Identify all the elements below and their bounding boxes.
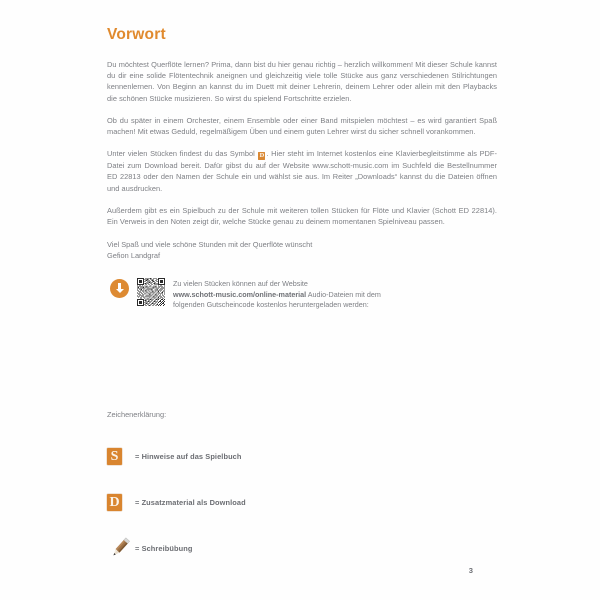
legend-label-schreibuebung: = Schreibübung: [135, 543, 193, 553]
online-material-line1: Zu vielen Stücken können auf der Website: [173, 279, 308, 288]
legend-title: Zeichenerklärung:: [107, 410, 167, 419]
closing-line: Viel Spaß und viele schöne Stunden mit der Querflöte wünscht: [107, 240, 313, 250]
letter-s-box-icon: S: [107, 448, 122, 465]
page-number: 3: [468, 566, 473, 575]
preface-content: [107, 26, 497, 262]
qr-code: [137, 278, 165, 306]
author-signature: Gefion Landgraf: [107, 251, 161, 261]
legend-label-download: = Zusatzmaterial als Download: [135, 497, 246, 507]
legend-icon-slot: [107, 448, 135, 465]
legend-icon-slot: [107, 494, 135, 511]
paragraph-ensemble: Ob du später in einem Orchester, einem Ensemble oder einer Band mitspielen möchtest – es wird garantiert Spaß machen! Mit etwas Geduld, regelmäßigem Üben und einem guten Lehrer wirst du sicher schnell vorankommen.: [107, 115, 497, 137]
online-material-text: [173, 278, 381, 311]
legend-item-spielbuch: [107, 439, 437, 473]
legend-section: [107, 410, 437, 577]
legend-item-schreibuebung: [107, 531, 437, 565]
legend-label-spielbuch: = Hinweise auf das Spielbuch: [135, 451, 242, 461]
paragraph-spielbuch: Außerdem gibt es ein Spielbuch zu der Schule mit weiteren tollen Stücken für Flöte und Klavier (Schott ED 22814). Ein Verweis in den Noten zeigt dir, welche Stücke genau zu deinem momentanen Spielniveau passen.: [107, 205, 497, 227]
paragraph-downloads-lead: Unter vielen Stücken findest du das Symbol: [107, 149, 255, 159]
online-material-block: [110, 278, 381, 311]
online-material-line2-rest: Audio-Dateien mit dem: [306, 289, 381, 299]
legend-icon-slot: [107, 535, 135, 561]
online-material-url: www.schott-music.com/online-material: [173, 289, 307, 299]
letter-d-box-icon: D: [107, 494, 122, 511]
download-circle-icon: [110, 279, 129, 298]
page-title: Vorwort: [107, 26, 166, 43]
legend-item-download: [107, 485, 437, 519]
online-material-line3: folgenden Gutscheincode kostenlos heruntergeladen werden:: [173, 300, 369, 310]
signature-block: [107, 239, 497, 261]
paragraph-intro: Du möchtest Querflöte lernen? Prima, dann bist du hier genau richtig – herzlich willkommen! Mit dieser Schule kannst du dir eine solide Flötentechnik aneignen und gleichzeitig viele tolle Stücke aus ganz verschiedenen Stilrichtungen kennenlernen. Von Beginn an kannst du im Duett mit deiner Lehrerin, deinem Lehrer oder allein mit den Playbacks die schönen Stücke musizieren. So wirst du spielend Fortschritte erzielen.: [107, 60, 497, 103]
paragraph-downloads-rest: . Hier steht im Internet kostenlos eine Klavierbegleitstimme als PDF-Datei zum Download bereit. Dafür gibst du auf der Website www.schott-music.com im Suchfeld die Bestellnummer ED 22813 oder den Namen der Schule ein und wählst sie aus. Im Reiter „Downloads“ kannst du die Dateien öffnen und ausdrucken.: [107, 149, 497, 193]
pencil-icon: [107, 535, 133, 561]
paragraph-downloads: [107, 148, 497, 194]
letter-d-inline-icon: D: [259, 152, 265, 160]
